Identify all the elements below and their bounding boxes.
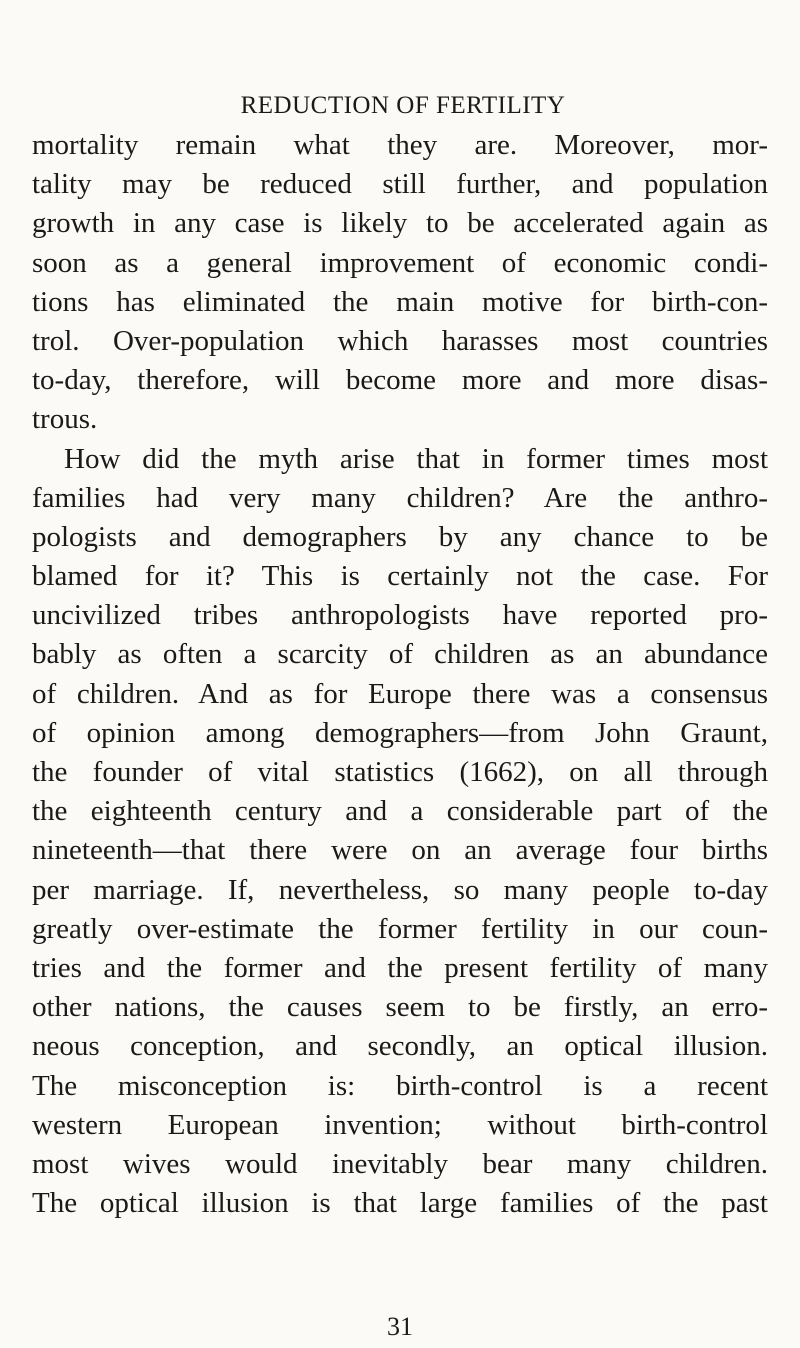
text-line: How did the myth arise that in former times most [64,442,768,475]
text-line: growth in any case is likely to be accelerated again as [32,207,768,240]
text-line: The optical illusion is that large families of the past [32,1187,768,1220]
book-page [32,86,768,1223]
text-line: of children. And as for Europe there was a consensus [32,677,768,710]
text-line: trous. [32,403,98,436]
text-line: The misconception is: birth-control is a recent [32,1069,768,1102]
text-line: to-day, therefore, will become more and more disas- [32,364,768,397]
text-line: tality may be reduced still further, and population [32,168,768,201]
text-line: mortality remain what they are. Moreover, mor- [32,129,768,161]
page-number: 31 [387,1312,413,1341]
text-line: of opinion among demographers—from John Graunt, [32,716,768,749]
text-line: greatly over-estimate the former fertility in our coun- [32,912,768,945]
text-line: the eighteenth century and a considerable part of the [32,795,768,828]
text-line: pologists and demographers by any chance to be [32,520,768,553]
text-line: blamed for it? This is certainly not the case. For [32,560,768,593]
text-line: neous conception, and secondly, an optical illusion. [32,1030,768,1063]
body-text [32,126,768,1223]
text-line: most wives would inevitably bear many children. [32,1147,768,1180]
text-line: tions has eliminated the main motive for birth-con- [32,285,768,318]
text-line: nineteenth—that there were on an average four births [32,834,768,867]
text-line: per marriage. If, nevertheless, so many people to-day [32,873,768,906]
text-line: soon as a general improvement of economic condi- [32,246,768,279]
text-line: other nations, the causes seem to be firstly, an erro- [32,991,768,1024]
text-line: uncivilized tribes anthropologists have reported pro- [32,599,768,632]
text-line: families had very many children? Are the anthro- [32,481,768,514]
running-head: REDUCTION OF FERTILITY [240,92,566,119]
text-line: tries and the former and the present fertility of many [32,951,768,984]
text-line: bably as often a scarcity of children as an abundance [32,638,768,671]
text-line: the founder of vital statistics (1662), on all through [32,756,768,788]
text-line: western European invention; without birth-control [32,1108,768,1141]
text-line: trol. Over-population which harasses most countries [32,324,768,357]
